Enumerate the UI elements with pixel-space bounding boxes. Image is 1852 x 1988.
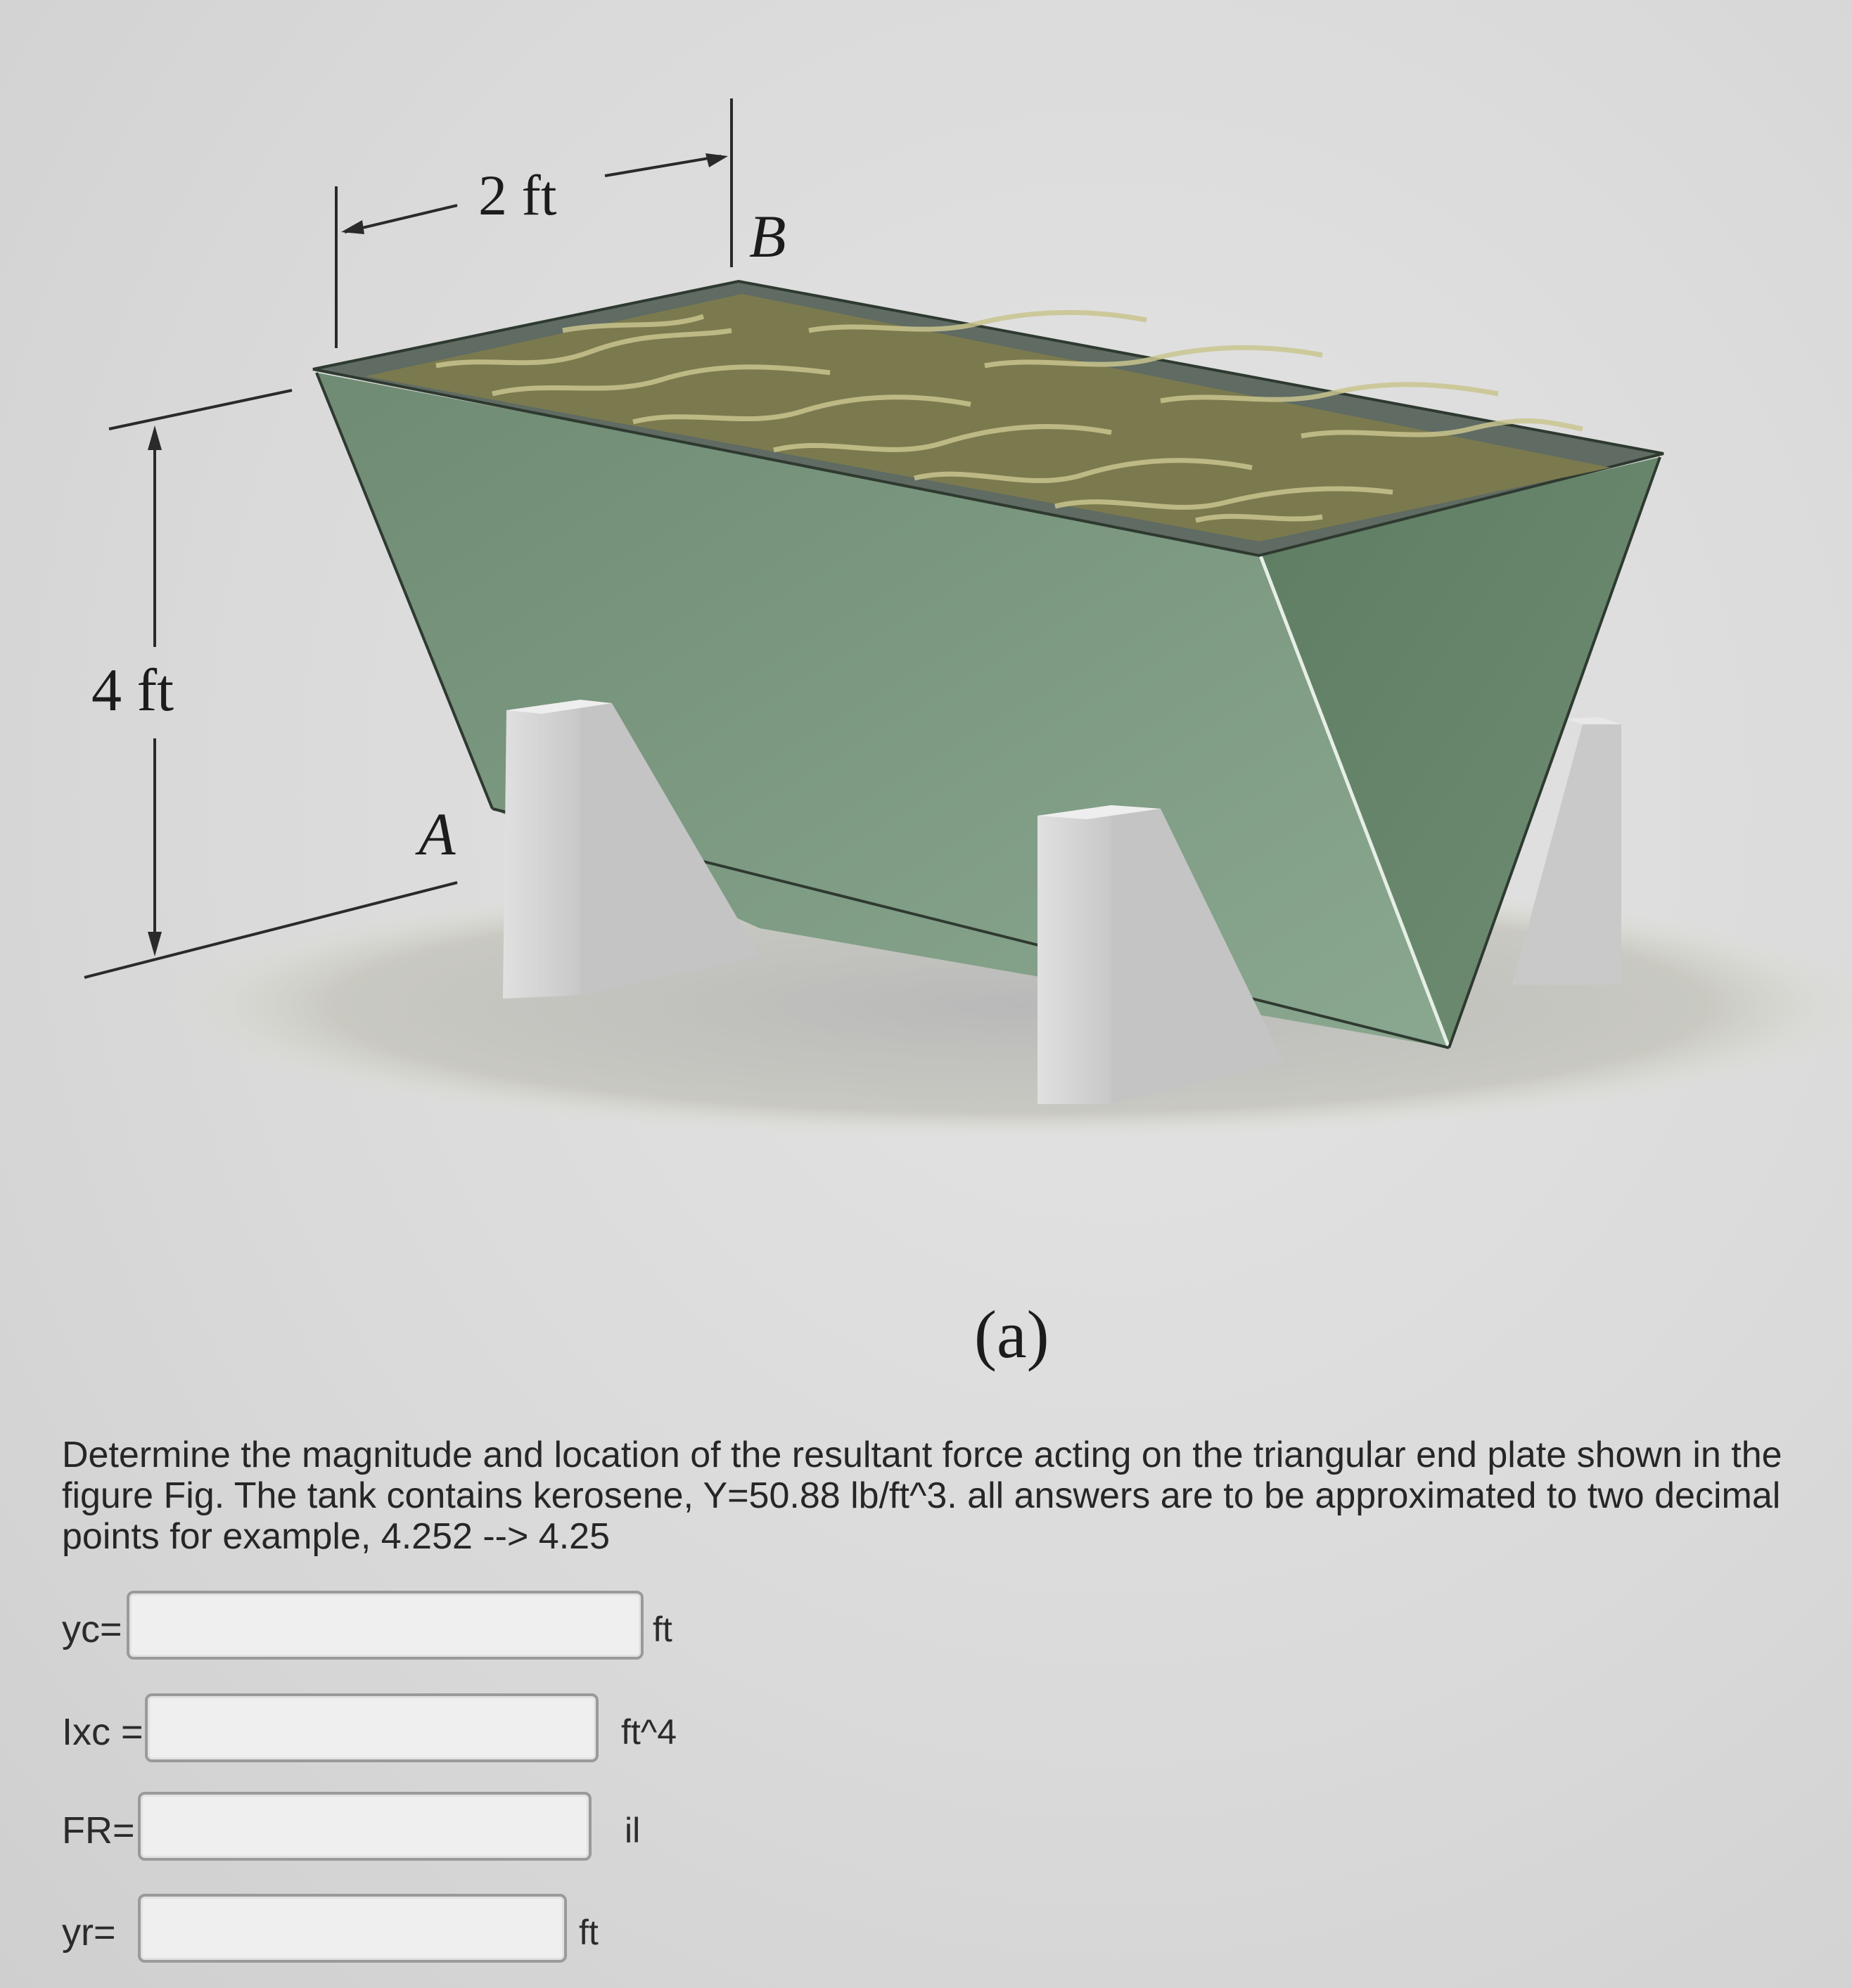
yc-label: yc= — [62, 1608, 122, 1650]
yc-input[interactable] — [127, 1591, 644, 1660]
point-b-label: B — [749, 203, 786, 270]
answer-row-ixc — [62, 1693, 765, 1771]
ixc-input[interactable] — [145, 1693, 599, 1762]
ixc-unit: ft^4 — [621, 1712, 677, 1752]
fr-unit: il — [625, 1811, 641, 1850]
point-a-label: A — [419, 800, 456, 868]
answer-row-yc — [62, 1591, 695, 1668]
answer-row-fr — [62, 1792, 765, 1869]
yr-label: yr= — [62, 1911, 116, 1954]
width-dimension-label: 2 ft — [478, 163, 557, 227]
figure-caption: (a) — [974, 1297, 1049, 1372]
height-dimension-label: 4 ft — [91, 656, 174, 724]
fr-label: FR= — [62, 1809, 135, 1852]
yr-unit: ft — [579, 1913, 599, 1952]
yr-input[interactable] — [138, 1894, 567, 1963]
problem-statement: Determine the magnitude and location of the resultant force acting on the triangular end plate shown in the figure Fig. The tank contains kerosene, Y=50.88 lb/ft^3. all answers are to be approximated to two decimal points for example, 4.252 --> 4.25 — [62, 1435, 1782, 1557]
fr-input[interactable] — [138, 1792, 592, 1861]
yc-unit: ft — [653, 1610, 672, 1649]
ixc-label: Ixc = — [62, 1711, 143, 1753]
answer-row-yr — [62, 1894, 765, 1971]
